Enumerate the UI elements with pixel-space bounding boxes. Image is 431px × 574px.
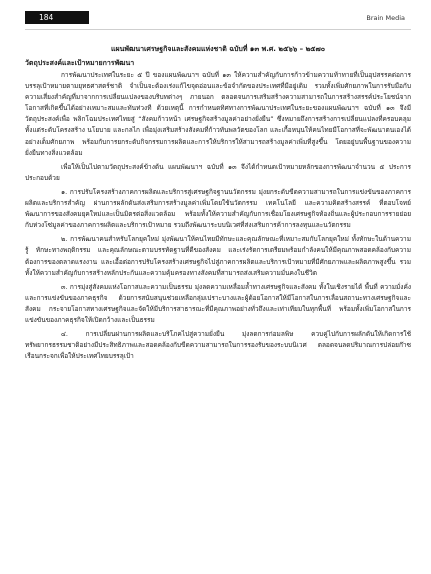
section-heading: วัตถุประสงค์และเป้าหมายการพัฒนา bbox=[25, 59, 135, 67]
page-number: 184 bbox=[25, 11, 89, 24]
page-header bbox=[25, 11, 411, 24]
paragraph: ๓. การมุ่งสู่สังคมแห่งโอกาสและความเป็นธรรม มุ่งลดความเหลื่อมล้ำทางเศรษฐกิจและสังคม ทั้งในเชิงรายได้ พื้นที่ ความมั่งคั่ง และการแข่งขันของภาคธุรกิจ ด้วยการสนับสนุนช่วยเหลือกลุ่มเปราะบางและผู้ด้อยโอกาสให้มีโอกาสในการเลื่อนสถานะทางเศรษฐกิจและสังคม กระจายโอกาสทางเศรษฐกิจและจัดให้มีบริการสาธารณะที่มีคุณภาพอย่างทั่วถึงและเท่าเทียมในทุกพื้นที่ พร้อมทั้งเพิ่มโอกาสในการแข่งขันของภาคธุรกิจให้เปิดกว้างและเป็นธรรม bbox=[25, 282, 411, 324]
paragraph: ๒. การพัฒนาคนสำหรับโลกยุคใหม่ มุ่งพัฒนาให้คนไทยมีทักษะและคุณลักษณะที่เหมาะสมกับโลกยุคใหม่ ทั้งทักษะในด้านความรู้ ทักษะทางพฤติกรรม และคุณลักษณะตามบรรทัดฐานที่ดีของสังคม และเร่งรัดการเตรียมพร้อมกำลังคนให้มีคุณภาพสอดคล้องกับความต้องการของตลาดแรงงาน และเอื้อต่อการปรับโครงสร้างเศรษฐกิจไปสู่ภาคการผลิตและบริการเป้าหมายที่มีศักยภาพและผลิตภาพสูงขึ้น รวมทั้งให้ความสำคัญกับการสร้างหลักประกันและความคุ้มครองทางสังคมที่สามารถส่งเสริมความมั่นคงในชีวิต bbox=[25, 235, 411, 277]
header-divider bbox=[25, 29, 411, 30]
paragraph: การพัฒนาประเทศในระยะ ๕ ปี ของแผนพัฒนาฯ ฉบับที่ ๑๓ ให้ความสำคัญกับการก้าวข้ามความท้าทายที่เป็นอุปสรรคต่อการบรรลุเป้าหมายตามยุทธศาสตร์ชาติ จำเป็นจะต้องเร่งแก้ไขจุดอ่อนและข้อจำกัดของประเทศที่มีอยู่เดิม รวมทั้งเพิ่มศักยภาพในการรับมือกับความเสี่ยงสำคัญที่มาจากการเปลี่ยนแปลงของบริบทต่างๆ ภายนอก ตลอดจนการเสริมสร้างความสามารถในการสร้างสรรค์ประโยชน์จากโอกาสที่เกิดขึ้นได้อย่างเหมาะสมและทันท่วงที ด้วยเหตุนี้ การกำหนดทิศทางการพัฒนาประเทศในระยะของแผนพัฒนาฯ ฉบับที่ ๑๓ จึงมีวัตถุประสงค์เพื่อ พลิกโฉมประเทศไทยสู่ “สังคมก้าวหน้า เศรษฐกิจสร้างมูลค่าอย่างยั่งยืน” ซึ่งหมายถึงการสร้างการเปลี่ยนแปลงที่ครอบคลุมทั้งแต่ระดับโครงสร้าง นโยบาย และกลไก เพื่อมุ่งเสริมสร้างสังคมที่ก้าวทันพลวัตของโลก และเกื้อหนุนให้คนไทยมีโอกาสที่จะพัฒนาตนเองได้อย่างเต็มศักยภาพ พร้อมกับการยกระดับกิจกรรมการผลิตและการให้บริการให้สามารถสร้างมูลค่าเพิ่มที่สูงขึ้น โดยอยู่บนพื้นฐานของความยั่งยืนทางสิ่งแวดล้อม bbox=[25, 71, 411, 157]
paragraph: เพื่อให้เป็นไปตามวัตถุประสงค์ข้างต้น แผนพัฒนาฯ ฉบับที่ ๑๓ จึงได้กำหนดเป้าหมายหลักของการพัฒนาจำนวน ๕ ประการ ประกอบด้วย bbox=[25, 162, 411, 182]
paragraph: ๔. การเปลี่ยนผ่านการผลิตและบริโภคไปสู่ความยั่งยืน มุ่งลดการก่อมลพิษ ควบคู่ไปกับการผลักดันให้เกิดการใช้ทรัพยากรธรรมชาติอย่างมีประสิทธิภาพและสอดคล้องกับขีดความสามารถในการรองรับของระบบนิเวศ ตลอดจนลดปริมาณการปล่อยก๊าซเรือนกระจกเพื่อให้ประเทศไทยบรรลุเป้า bbox=[25, 330, 411, 361]
paragraph: ๑. การปรับโครงสร้างภาคการผลิตและบริการสู่เศรษฐกิจฐานนวัตกรรม มุ่งยกระดับขีดความสามารถในการแข่งขันของภาคการผลิตและบริการสำคัญ ผ่านการผลักดันส่งเสริมการสร้างมูลค่าเพิ่มโดยใช้นวัตกรรม เทคโนโลยี และความคิดสร้างสรรค์ ที่ตอบโจทย์พัฒนาการของสังคมยุคใหม่และเป็นมิตรต่อสิ่งแวดล้อม พร้อมทั้งให้ความสำคัญกับการเชื่อมโยงเศรษฐกิจท้องถิ่นและผู้ประกอบการรายย่อยกับห่วงโซ่มูลค่าของภาคการผลิตและบริการเป้าหมาย รวมถึงพัฒนาระบบนิเวศที่ส่งเสริมการค้าการลงทุนและนวัตกรรม bbox=[25, 187, 411, 230]
document-title: แผนพัฒนาเศรษฐกิจและสังคมแห่งชาติ ฉบับที่ ๑๓ พ.ศ. ๒๕๖๖ – ๒๕๗๐ bbox=[110, 45, 326, 53]
document-body bbox=[25, 44, 411, 362]
publisher-brand: Brain Media bbox=[366, 13, 405, 22]
